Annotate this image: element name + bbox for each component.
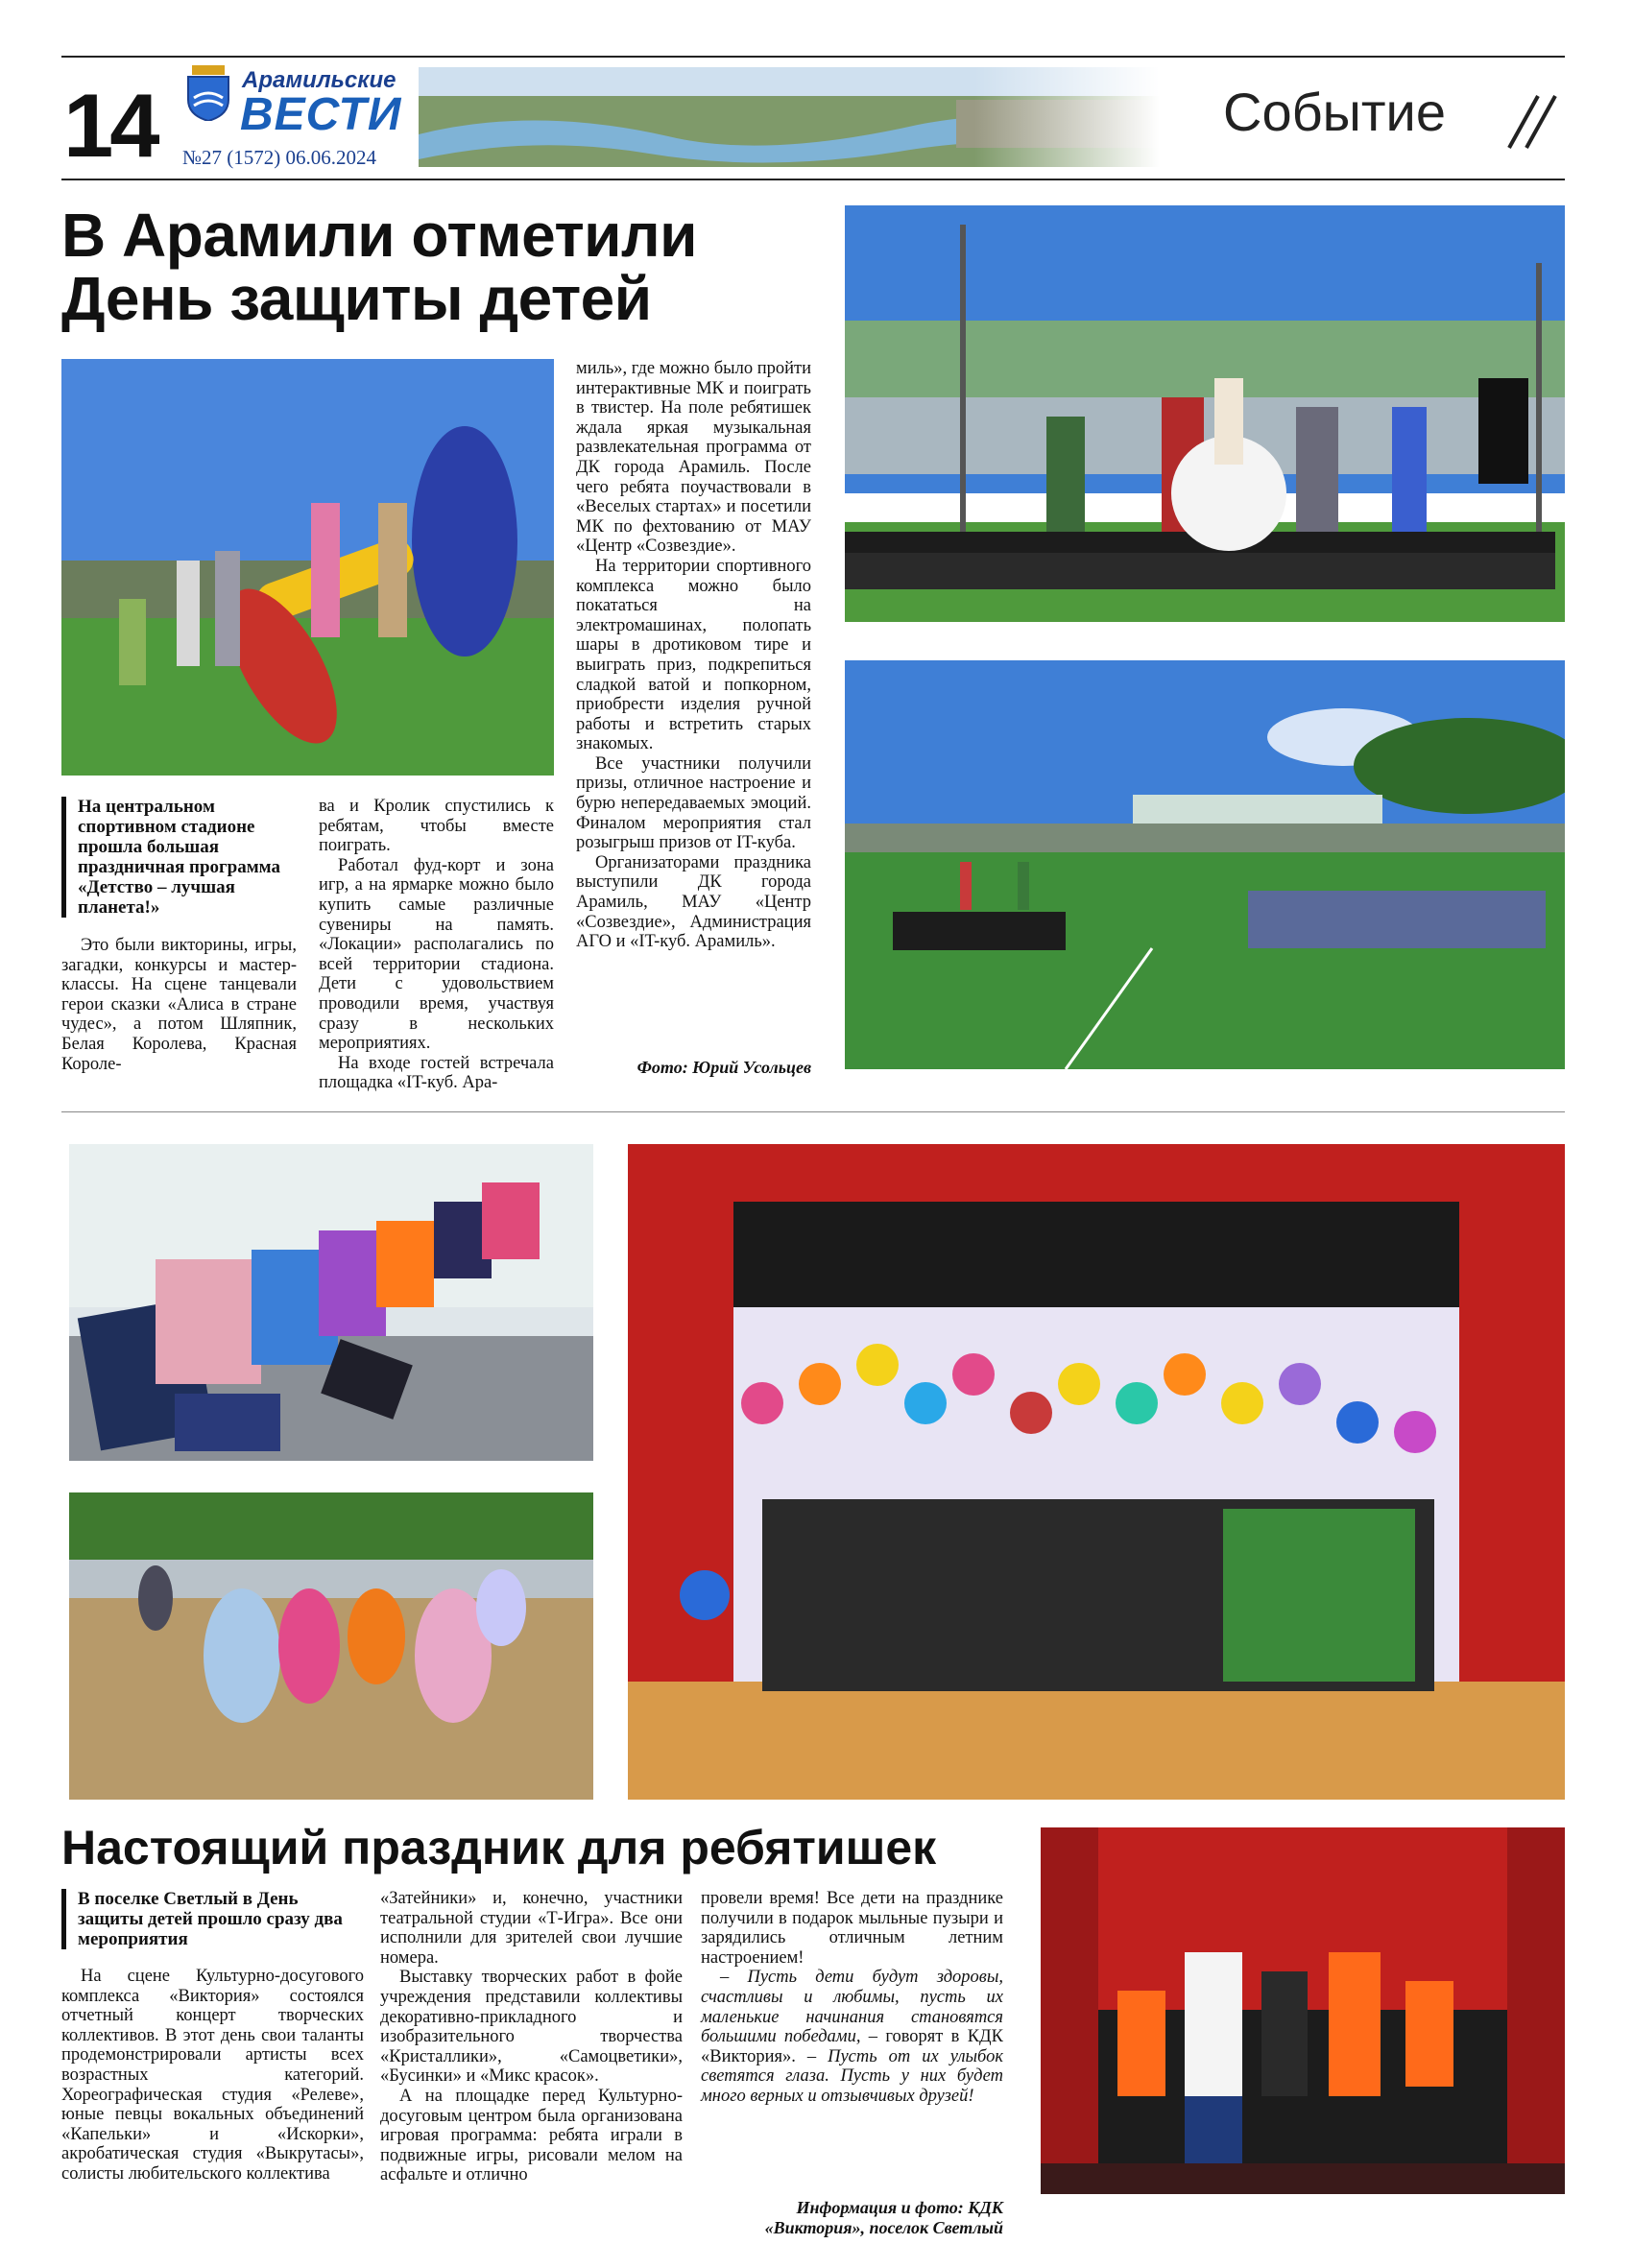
photo-art-exhibition <box>69 1144 593 1461</box>
article2-lead: В поселке Светлый в День защиты детей прошло сразу два мероприятия <box>61 1889 366 1949</box>
article2-credit-line2: «Виктория», поселок Светлый <box>764 2218 1003 2237</box>
section-divider <box>61 1111 1565 1112</box>
article2-credit-line1: Информация и фото: КДК <box>796 2198 1003 2217</box>
article2-quote-part1: – Пусть дети будут здоровы, счастливы и любимы, пусть их маленькие начинания становятся большими победами, <box>701 1968 1003 2047</box>
rubric-title: Событие <box>1223 82 1446 142</box>
photo-stage-balloons <box>628 1144 1565 1800</box>
issue-number: №27 (1572) 06.06.2024 <box>182 146 377 169</box>
header-panorama-photo <box>419 67 1160 167</box>
article2-col3-p2 <box>701 1968 1003 2106</box>
article2-photo-credit <box>701 2198 1003 2238</box>
article2-col3-p1: провели время! Все дети на празднике получили в подарок мыльные пузыри и зарядились отличным летним настроением! <box>701 1889 1003 1968</box>
article2-col2-p2: Выставку творческих работ в фойе учреждения представили коллективы декоративно-прикладного и изобразительного творчества «Кристаллики», «Самоцветики», «Бусинки» и «Микс красок». <box>380 1968 683 2087</box>
photo-kids-playing-outdoor <box>69 1492 593 1800</box>
article1-col3-p4: Организаторами праздника выступили ДК города Арамиль, МАУ «Центр «Созвездие», Администрация АГО и «IT-куб. Арамиль». <box>576 852 811 952</box>
article1-col1 <box>61 936 297 1074</box>
article1-col1-p1: Это были викторины, игры, загадки, конкурсы и мастер-классы. На сцене танцевали герои сказки «Алиса в стране чудес», а потом Шляпник, Белая Королева, Красная Короле- <box>61 936 297 1074</box>
header-bottom-rule <box>61 179 1565 180</box>
article2-col2-p1: «Затейники» и, конечно, участники театральной студии «Т-Игра». Все они исполнили для зрителей свои лучшие номера. <box>380 1889 683 1968</box>
article1-col2-p1: ва и Кролик спустились к ребятам, чтобы вместе поиграть. <box>319 797 554 856</box>
photo-kids-inflatable <box>61 359 554 776</box>
article1-col3-p3: Все участники получили призы, отличное настроение и бурю непередаваемых эмоций. Финалом мероприятия стал розыгрыш призов от IT-куба. <box>576 753 811 853</box>
city-emblem-icon <box>186 65 230 121</box>
top-rule <box>61 56 1565 58</box>
article2-col2 <box>380 1889 683 2185</box>
article2-col1 <box>61 1967 364 2184</box>
article2-quote-attribution: – говорят в КДК «Виктория». – <box>701 2027 1003 2066</box>
article1-headline-line2: День защиты детей <box>61 264 652 333</box>
logo-top-text: Арамильские <box>242 67 396 93</box>
photo-stadium-wide <box>845 660 1565 1069</box>
rubric-slash-icon <box>1503 92 1561 150</box>
article1-col2-p3: На входе гостей встречала площадка «IT-куб. Ара- <box>319 1053 554 1093</box>
article1-col3-p2: На территории спортивного комплекса можно было покататься на электромашинах, полопать шары в дротиковом тире и выиграть приз, подкрепиться сладкой ватой и попкорном, приобрести изделия ручной работы и встретить старых знакомых. <box>576 556 811 754</box>
article2-col1-p1: На сцене Культурно-досугового комплекса «Виктория» состоялся отчетный концерт творческих коллективов. В этот день свои таланты продемонстрировали артисты всех возрастных категорий. Хореографическая студия «Релеве», юные певцы вокальных объединений «Капельки» и «Искорки», акробатическая студия «Выкрутасы», солисты любительского коллектива <box>61 1967 364 2184</box>
page-number: 14 <box>63 75 156 176</box>
article2-quote-part2: Пусть от их улыбок светятся глаза. Пусть у них будет много верных и отзывчивых друзей! <box>701 2046 1003 2106</box>
photo-kids-dancing-stage <box>1041 1827 1565 2194</box>
article1-col2-p2: Работал фуд-корт и зона игр, а на ярмарке можно было купить самые различные сувениры на память. «Локации» располагались по всей территории стадиона. Дети с удовольствием проводили время, участвуя сразу в нескольких мероприятиях. <box>319 855 554 1054</box>
article1-headline-line1: В Арамили отметили <box>61 201 697 270</box>
article2-col3 <box>701 1889 1003 2107</box>
article1-photo-credit: Фото: Юрий Усольцев <box>636 1058 811 1077</box>
photo-stage-characters <box>845 205 1565 622</box>
article1-col3-p1: миль», где можно было пройти интерактивные МК и поиграть в твистер. На поле ребятишек ждала яркая музыкальная развлекательная программа от ДК города Арамиль. После чего ребята поучаствовали в «Веселых стартах» и посетили МК по фехтованию от МАУ «Центр «Созвездие». <box>576 359 811 557</box>
article2-col2-p3: А на площадке перед Культурно-досуговым центром была организована игровая программа: ребята играли в подвижные игры, рисовали мелом на асфальте и отлично <box>380 2086 683 2185</box>
article1-headline <box>61 201 829 333</box>
article1-col2 <box>319 797 554 1093</box>
article1-lead: На центральном спортивном стадионе прошла большая праздничная программа «Детство – лучшая планета!» <box>61 797 308 918</box>
logo-main-text: ВЕСТИ <box>240 89 402 140</box>
article1-col3 <box>576 359 811 952</box>
article2-headline: Настоящий праздник для ребятишек <box>61 1821 937 1874</box>
